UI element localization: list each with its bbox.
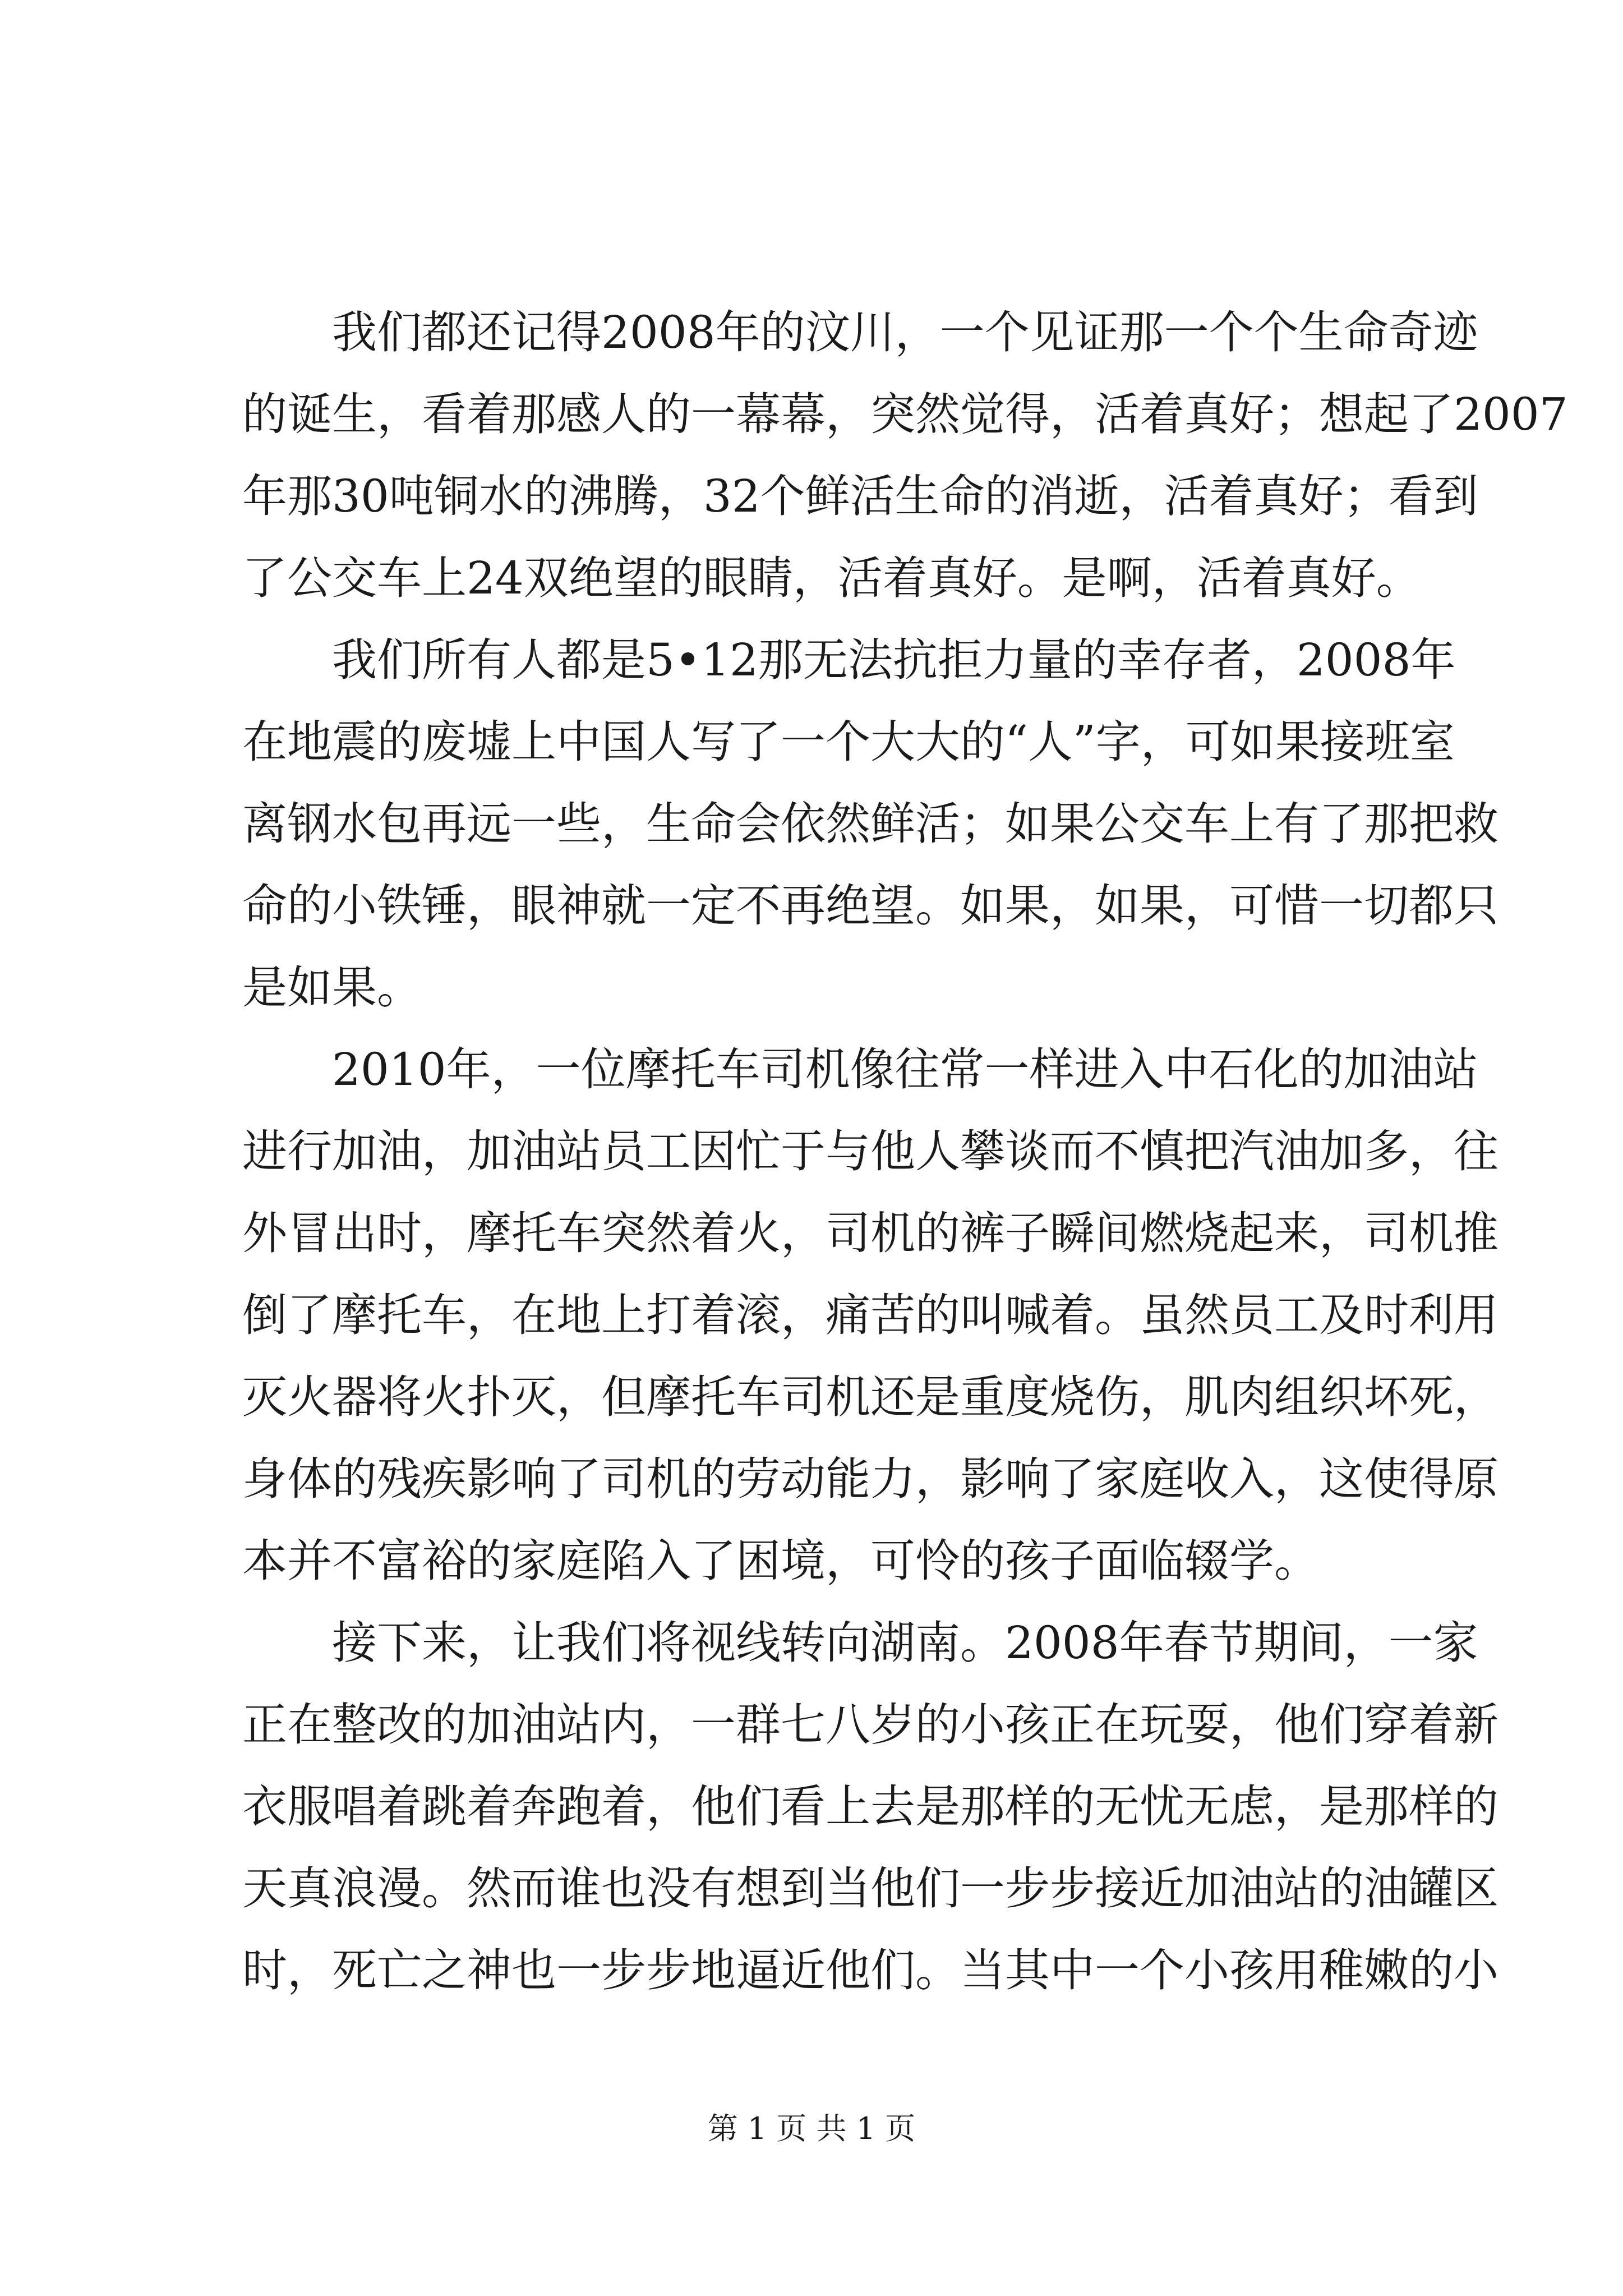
text-line: 本并不富裕的家庭陷入了困境，可怜的孩子面临辍学。 [242,1535,1319,1587]
text-line: 时，死亡之神也一步步地逼近他们。当其中一个小孩用稚嫩的小 [242,1944,1498,1996]
text-line: 的诞生，看着那感人的一幕幕，突然觉得，活着真好；想起了2007 [242,388,1568,440]
text-line: 接下来，让我们将视线转向湖南。2008年春节期间，一家 [332,1617,1478,1669]
text-line: 了公交车上24双绝望的眼睛，活着真好。是啊，活着真好。 [242,552,1421,604]
document-body [242,292,1568,2012]
text-line: 我们都还记得2008年的汶川，一个见证那一个个生命奇迹 [332,306,1478,358]
text-line: 倒了摩托车，在地上打着滚，痛苦的叫喊着。虽然员工及时利用 [242,1289,1498,1341]
text-line: 命的小铁锤，眼神就一定不再绝望。如果，如果，可惜一切都只 [242,880,1498,932]
text-line: 在地震的废墟上中国人写了一个大大的“人”字，可如果接班室 [242,716,1455,768]
text-line: 灭火器将火扑灭，但摩托车司机还是重度烧伤，肌肉组织坏死， [242,1371,1498,1423]
page-footer: 第 1 页 共 1 页 [707,2111,916,2146]
text-line: 是如果。 [242,961,422,1014]
text-line: 我们所有人都是5•12那无法抗拒力量的幸存者，2008年 [332,634,1456,686]
text-line: 衣服唱着跳着奔跑着，他们看上去是那样的无忧无虑，是那样的 [242,1780,1498,1833]
text-line: 进行加油，加油站员工因忙于与他人攀谈而不慎把汽油加多，往 [242,1125,1498,1177]
text-line: 身体的残疾影响了司机的劳动能力，影响了家庭收入，这使得原 [242,1453,1498,1505]
text-line: 外冒出时，摩托车突然着火，司机的裤子瞬间燃烧起来，司机推 [242,1207,1498,1259]
text-line: 年那30吨铜水的沸腾，32个鲜活生命的消逝，活着真好；看到 [242,470,1478,522]
text-line: 天真浪漫。然而谁也没有想到当他们一步步接近加油站的油罐区 [242,1862,1498,1915]
text-line: 正在整改的加油站内，一群七八岁的小孩正在玩耍，他们穿着新 [242,1699,1498,1751]
text-line: 离钢水包再远一些，生命会依然鲜活；如果公交车上有了那把救 [242,798,1498,850]
text-line: 2010年，一位摩托车司机像往常一样进入中石化的加油站 [332,1043,1478,1096]
